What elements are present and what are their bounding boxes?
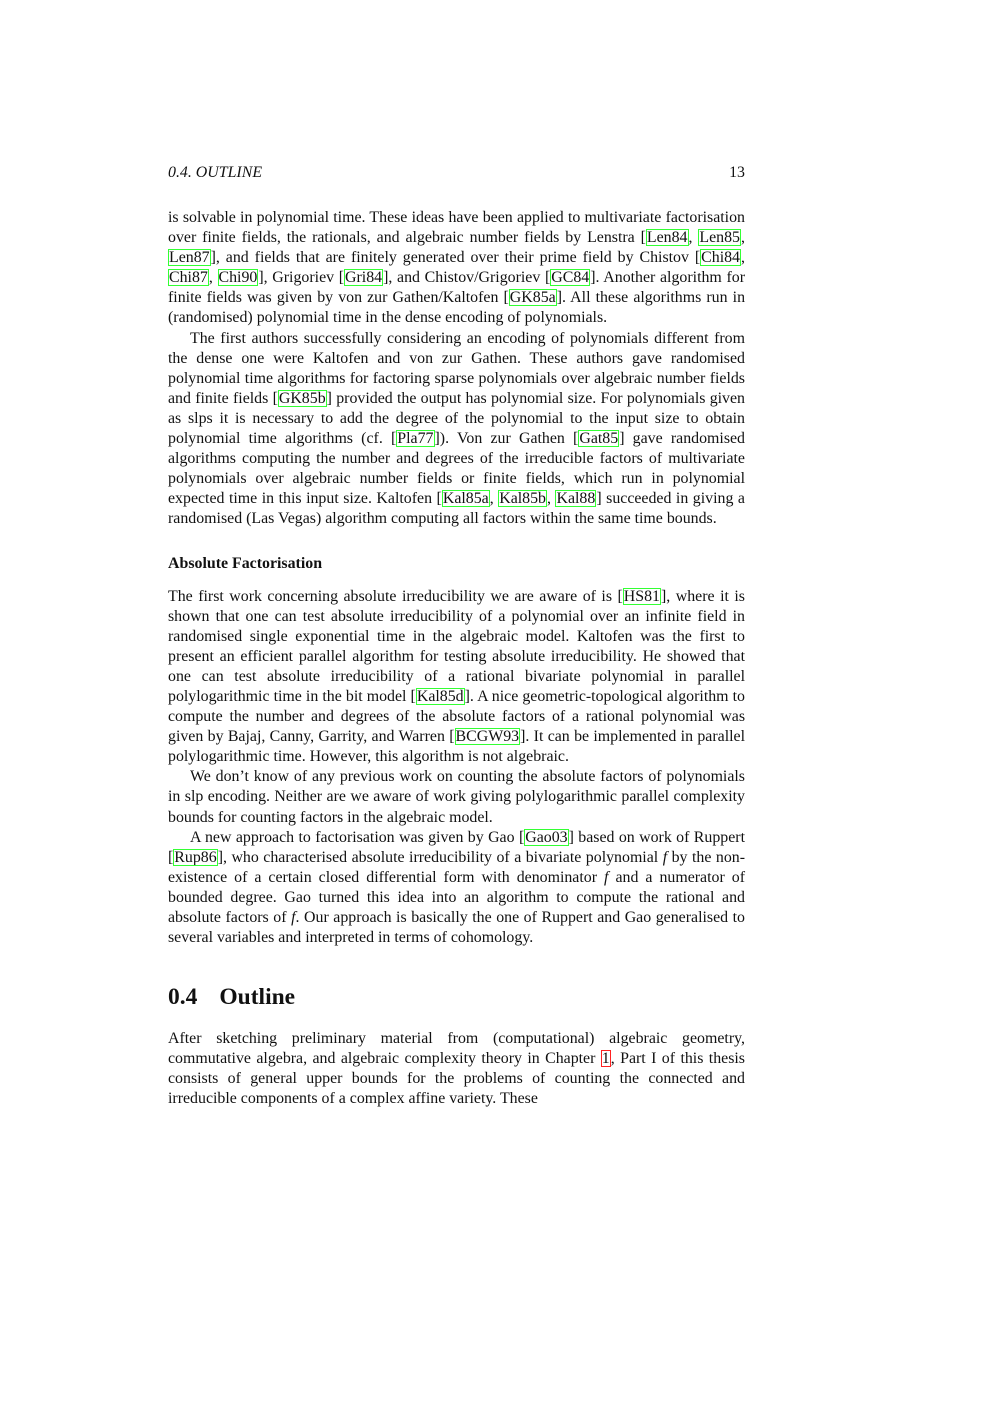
- citation-link[interactable]: Kal88: [556, 490, 596, 508]
- citation-link[interactable]: Gri84: [345, 269, 383, 287]
- subsection-heading: Absolute Factorisation: [168, 554, 323, 572]
- citation-link[interactable]: Gat85: [579, 430, 619, 448]
- paragraph-outline: After sketching preliminary material from (computational) algebraic geometry, commutative algebra, and algebraic complexity theory in Chapter 1, Part I of this thesis consists of general upper bounds for the problems of counting the connected and irreducible components of a complex affine variety. These: [168, 1030, 745, 1108]
- section-heading: [168, 983, 745, 1011]
- section-title: Outline: [219, 984, 296, 1011]
- paragraph-slp-counting: We don’t know of any previous work on counting the absolute factors of polynomials in slp encoding. Neither are we aware of work giving polylogarithmic parallel complexity bounds for counting factors in the algebraic model.: [168, 768, 745, 826]
- citation-link[interactable]: Len85: [699, 229, 740, 247]
- paragraph-sparse-encoding: The first authors successfully considering an encoding of polynomials different from the dense one were Kaltofen and von zur Gathen. These authors gave randomised polynomial time algorithms for factoring sparse polynomials over algebraic number fields and finite fields [GK85b] provided the output has polynomial size. For polynomials given as slps it is necessary to add the degree of the polynomial to the input size to obtain polynomial time algorithms (cf. [Pla77]). Von zur Gathen [Gat85] gave randomised algorithms computing the number and degrees of the irreducible factors of multivariate polynomials over algebraic number fields or finite fields, which run in polynomial expected time in this input size. Kaltofen [Kal85a, Kal85b, Kal88] succeeded in giving a randomised (Las Vegas) algorithm computing all factors within the same time bounds.: [168, 329, 746, 528]
- section-number: 0.4: [168, 984, 198, 1011]
- citation-link[interactable]: Chi87: [169, 269, 208, 287]
- math-variable: f: [291, 909, 296, 926]
- citation-link[interactable]: GC84: [551, 269, 590, 287]
- citation-link[interactable]: Len84: [646, 229, 688, 247]
- citation-link[interactable]: Len87: [169, 249, 210, 267]
- page-content: [168, 163, 745, 1110]
- math-variable: f: [604, 868, 609, 886]
- citation-link[interactable]: Rup86: [174, 848, 217, 866]
- citation-link[interactable]: GK85a: [509, 289, 556, 307]
- page-number: 13: [729, 164, 745, 181]
- citation-link[interactable]: Kal85b: [499, 490, 546, 508]
- paragraph-absolute-irreducibility: The first work concerning absolute irreducibility we are aware of is [HS81], where it is shown that one can test absolute irreducibility of a polynomial over an infinite field in randomised single exponential time in the algebraic model. Kaltofen was the first to present an efficient parallel algorithm for testing absolute irreducibility. He showed that one can test absolute irreducibility of a rational bivariate polynomial in parallel polylogarithmic time in the bit model [Kal85d]. A nice geometric-topological algorithm to compute the number and degrees of the absolute factors of a rational polynomial was given by Bajaj, Canny, Garrity, and Warren [BCGW93]. It can be implemented in parallel polylogarithmic time. However, this algorithm is not algebraic.: [168, 587, 745, 766]
- chapter-reference-link[interactable]: 1: [601, 1050, 610, 1068]
- citation-link[interactable]: Pla77: [397, 430, 434, 448]
- citation-link[interactable]: Kal85d: [416, 687, 464, 705]
- citation-link[interactable]: Gao03: [525, 828, 568, 846]
- citation-link[interactable]: Chi84: [701, 249, 741, 267]
- citation-link[interactable]: Kal85a: [442, 490, 489, 508]
- running-header-section: 0.4. OUTLINE: [168, 164, 263, 181]
- citation-link[interactable]: BCGW93: [455, 728, 520, 746]
- paragraph-gao-ruppert: A new approach to factorisation was given by Gao [Gao03] based on work of Ruppert [Rup86], who characterised absolute irreducibility of a bivariate polynomial f by the non-existence of a certain closed differential form with denominator f and a numerator of bounded degree. Gao turned this idea into an algorithm to compute the rational and absolute factors of f. Our approach is basically the one of Ruppert and Gao generalised to several variables and interpreted in terms of cohomology.: [168, 828, 745, 947]
- math-variable: f: [662, 848, 668, 866]
- running-header: [168, 163, 745, 185]
- citation-link[interactable]: Chi90: [218, 269, 258, 287]
- paragraph-multivariate-factorisation: is solvable in polynomial time. These ideas have been applied to multivariate factorisation over finite fields, the rationals, and algebraic number fields by Lenstra [Len84, Len85, Len87], and fields that are finitely generated over their prime field by Chistov [Chi84, Chi87, Chi90], Grigoriev [Gri84], and Chistov/Grigoriev [GC84]. Another algorithm for finite fields was given by von zur Gathen/Kaltofen [GK85a]. All these algorithms run in (randomised) polynomial time in the dense encoding of polynomials.: [168, 209, 746, 327]
- citation-link[interactable]: GK85b: [278, 389, 326, 407]
- citation-link[interactable]: HS81: [623, 587, 661, 605]
